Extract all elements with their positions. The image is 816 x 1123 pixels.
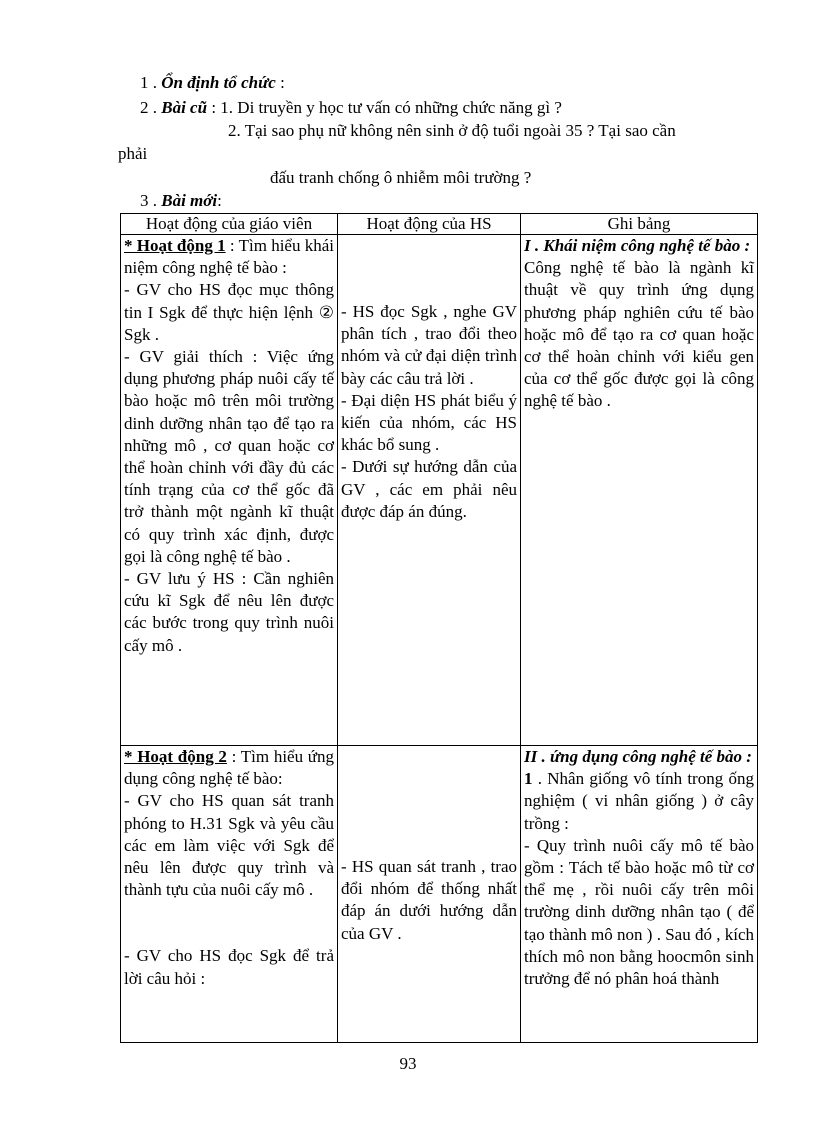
board-subitem-1 (524, 768, 754, 835)
section-label-bai-moi: Bài mới (161, 191, 218, 210)
header-line-5 (140, 190, 222, 212)
label-tail: : (275, 73, 285, 92)
teacher-cell-1 (121, 235, 338, 746)
teacher-text: - GV giải thích : Việc ứng dụng phương pháp nuôi cấy tế bào hoặc mô trên môi trường dinh dưỡng nhân tạo để tạo ra những mô , cơ quan hoặc cơ thể hoàn chỉnh với đầy đủ các tính trạng của cơ thể gốc đã trở thành một ngành kĩ thuật có quy trình xác định, được gọi là công nghệ tế bào . (124, 347, 334, 566)
student-cell-1 (338, 235, 521, 746)
board-title-2: II . ứng dụng công nghệ tế bào : (524, 747, 752, 766)
header-board: Ghi bảng (521, 214, 758, 235)
activity-2-title-tail: : Tìm hiểu ứng dụng công nghệ tế bào: (124, 747, 335, 789)
header-teacher: Hoạt động của giáo viên (121, 214, 338, 235)
table-header-row (121, 214, 758, 235)
activity-2-heading (124, 746, 334, 790)
activity-1-title-tail: : Tìm hiểu khái niệm công nghệ tế bào : (124, 236, 334, 278)
board-cell-1 (521, 235, 758, 746)
subitem-number: 1 (524, 769, 533, 789)
activity-1-title: * Hoạt động 1 (124, 236, 226, 255)
teacher-text: - GV lưu ý HS : Cần nghiên cứu kĩ Sgk để nêu lên được các bước trong quy trình nuôi cấy mô . (124, 569, 334, 655)
subitem-text: . Nhân giống vô tính trong ống nghiệm ( vi nhân giống ) ở cây trồng : (524, 769, 754, 833)
question-2-wrap: phải (118, 144, 148, 163)
section-label-on-dinh: Ổn định tổ chức (161, 73, 276, 92)
page-number: 93 (399, 1054, 417, 1073)
board-cell-2 (521, 746, 758, 1043)
item-number: 3 . (140, 191, 162, 210)
teacher-text: - GV cho HS đọc Sgk để trả lời câu hỏi : (124, 946, 334, 988)
student-text: - HS đọc Sgk , nghe GV phân tích , trao đổi theo nhóm và cử đại diện trình bày các câu trả lời . (341, 302, 517, 388)
lesson-table (120, 213, 758, 1043)
board-text: Công nghệ tế bào là ngành kĩ thuật về quy trình ứng dụng phương pháp nghiên cứu tế bào hoặc mô để tạo ra cơ quan hoặc cơ thể hoàn chỉnh với kiểu gen của cơ thể gốc được gọi là công nghệ tế bào . (524, 258, 754, 411)
teacher-text: - GV cho HS đọc mục thông tin I Sgk để thực hiện lệnh ② Sgk . (124, 280, 334, 344)
activity-1-heading (124, 235, 334, 279)
board-title-1: I . Khái niệm công nghệ tế bào : (524, 236, 751, 255)
label-tail: : (217, 191, 222, 210)
question-2-cont: đấu tranh chống ô nhiễm môi trường ? (270, 168, 532, 187)
header-line-1 (140, 72, 285, 94)
teacher-text: - GV cho HS quan sát tranh phóng to H.31 Sgk và yêu cầu các em làm việc với Sgk để nêu lên được quy trình và thành tựu của nuôi cấy mô . (124, 791, 334, 900)
student-text: - Dưới sự hướng dẫn của GV , các em phải nêu được đáp án đúng. (341, 457, 517, 521)
teacher-cell-2 (121, 746, 338, 1043)
item-number: 1 . (140, 73, 162, 92)
question-2: 2. Tại sao phụ nữ không nên sinh ở độ tuổi ngoài 35 ? Tại sao cần (228, 121, 676, 140)
item-number: 2 . (140, 98, 162, 117)
header-student: Hoạt động của HS (338, 214, 521, 235)
board-text: - Quy trình nuôi cấy mô tế bào gồm : Tách tế bào hoặc mô từ cơ thể mẹ , rồi nuôi cấy trên môi trường dinh dưỡng nhân tạo ( để tạo thành mô non ) . Sau đó , kích thích mô non bằng hoocmôn sinh trưởng để nó phân hoá thành (524, 835, 754, 989)
header-line-2 (140, 97, 562, 119)
activity-2-title: * Hoạt động 2 (124, 747, 227, 766)
student-text: - HS quan sát tranh , trao đổi nhóm để thống nhất đáp án dưới hướng dẫn của GV . (341, 857, 517, 943)
student-text: - Đại diện HS phát biểu ý kiến của nhóm, các HS khác bổ sung . (341, 390, 517, 455)
student-cell-2 (338, 746, 521, 1043)
table-row (121, 235, 758, 746)
section-label-bai-cu: Bài cũ (161, 98, 208, 117)
table-row (121, 746, 758, 1043)
question-1: : 1. Di truyền y học tư vấn có những chức năng gì ? (207, 98, 562, 117)
